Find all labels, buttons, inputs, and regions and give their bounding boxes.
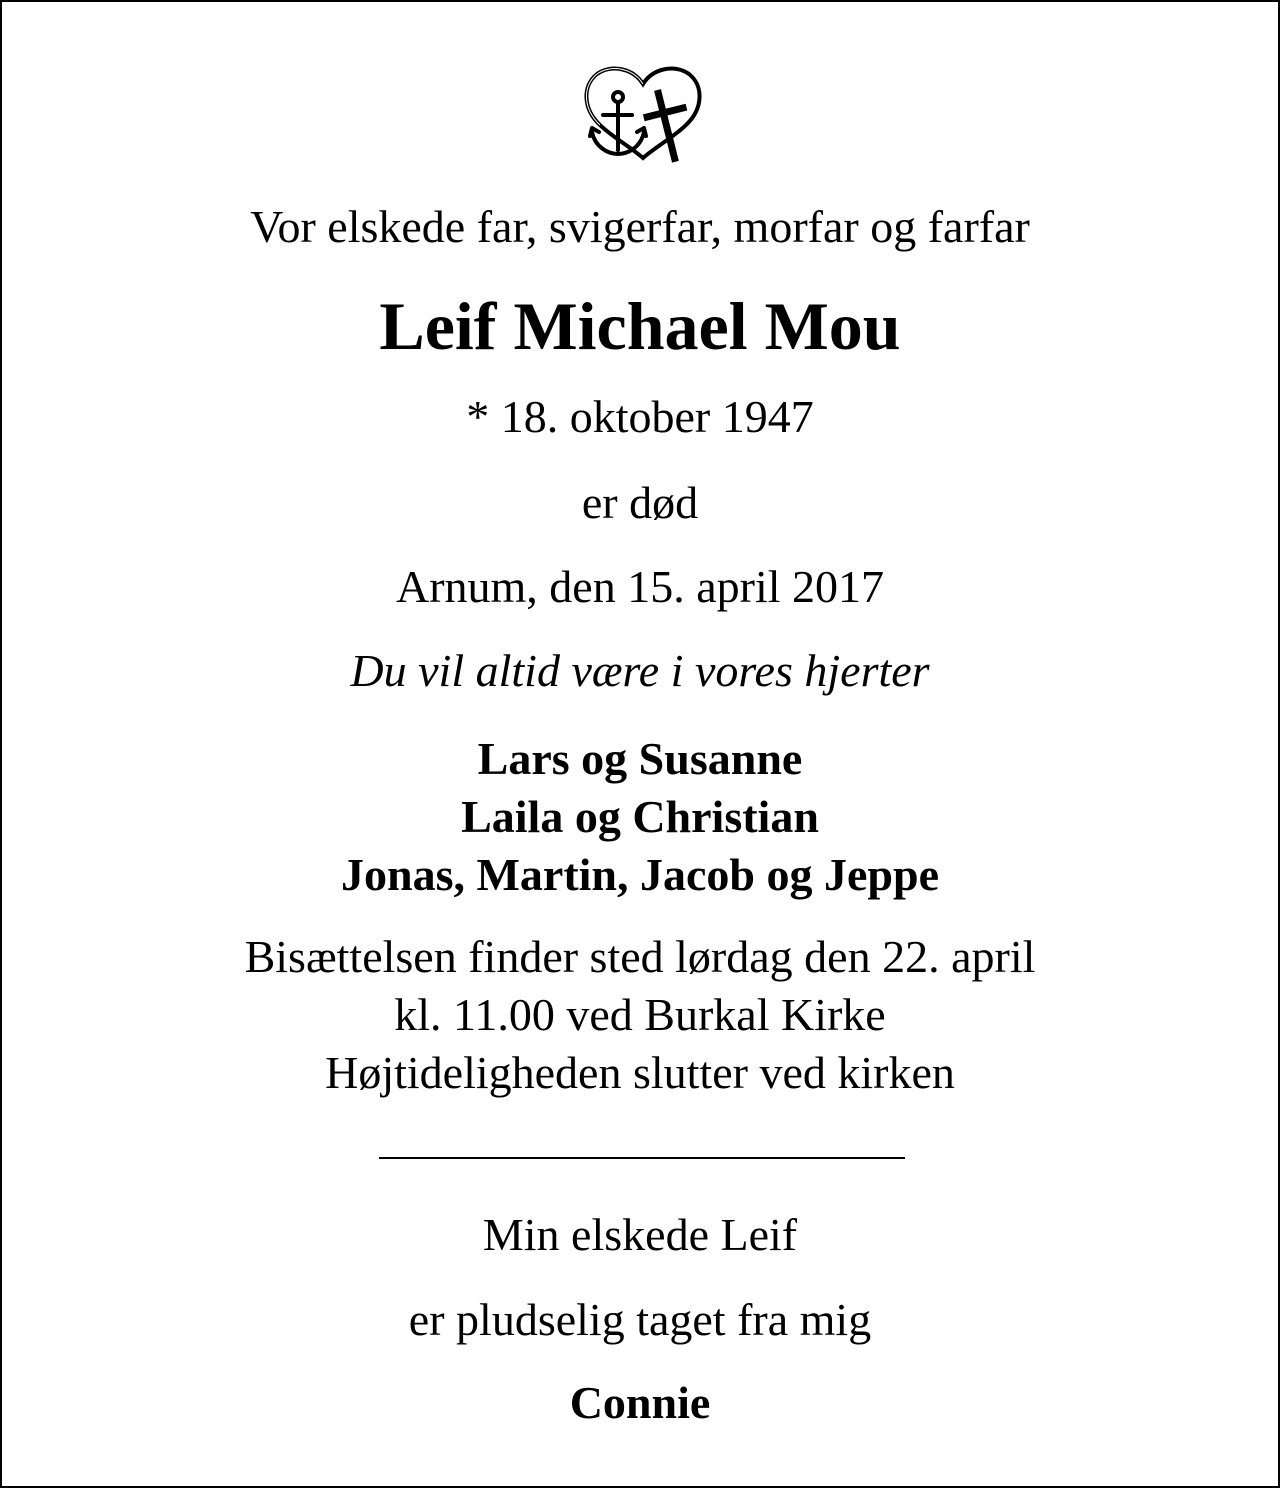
family-line: Laila og Christian: [461, 791, 819, 842]
birth-date: * 18. oktober 1947: [466, 391, 814, 442]
second-notice-signature: Connie: [569, 1377, 711, 1428]
place-and-date: Arnum, den 15. april 2017: [395, 561, 885, 612]
funeral-line: kl. 11.00 ved Burkal Kirke: [394, 989, 886, 1040]
memorial-motto: Du vil altid være i vores hjerter: [350, 645, 930, 696]
second-notice-text: er pludselig taget fra mig: [408, 1294, 872, 1345]
funeral-line: Bisættelsen finder sted lørdag den 22. april: [244, 931, 1036, 982]
funeral-line: Højtideligheden slutter ved kirken: [325, 1047, 955, 1098]
funeral-details: [2, 928, 1278, 1102]
intro-text: Vor elskede far, svigerfar, morfar og farfar: [250, 201, 1030, 252]
family-line: Lars og Susanne: [477, 733, 803, 784]
family-signatures: [2, 730, 1278, 904]
death-text: er død: [581, 477, 699, 528]
deceased-name: Leif Michael Mou: [379, 288, 901, 364]
family-line: Jonas, Martin, Jacob og Jeppe: [341, 849, 939, 900]
heart-anchor-cross-icon: [578, 64, 708, 164]
second-notice-intro: Min elskede Leif: [482, 1209, 798, 1260]
section-divider: [379, 1157, 905, 1159]
